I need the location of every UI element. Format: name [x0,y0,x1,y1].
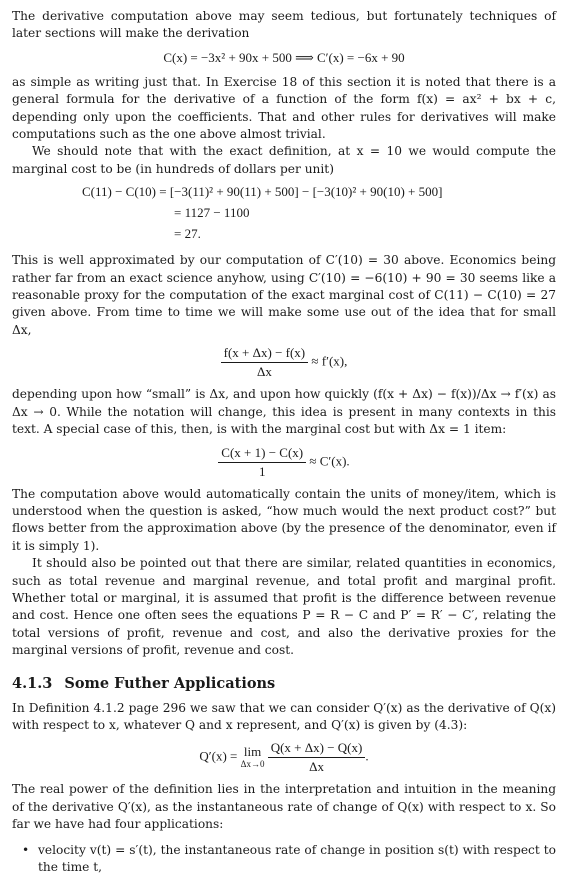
fraction [221,345,309,380]
section-heading [12,675,556,692]
fraction-numerator: C(x + 1) − C(x) [218,445,306,463]
equation-line-2: = 1127 − 1100 [174,205,250,221]
section-title: Some Futher Applications [64,674,276,692]
limit-operator [240,743,265,770]
paragraph-6: The computation above would automatically contain the units of money/item, which is understood when the question is asked, “how much would the next product cost?” but flows better from the approximation above (by the presence of the denominator, even if it is simply 1). [12,486,556,553]
limit-subscript: Δx→0 [240,758,265,769]
limit-label: lim [243,743,262,759]
equation-line-3: = 27. [174,226,201,242]
fraction-denominator: 1 [258,463,266,479]
paragraph-4: This is well approximated by our computation of C′(10) = 30 above. Economics being rather far from an exact science anyhow, using C′(10) = −6(10) + 90 = 30 seems like a reasonable proxy for the computation of the exact marginal cost of C(11) − C(10) = 27 given above. From time to time we will make some use out of the idea that for small Δx, [12,253,556,337]
equation-lhs: Q′(x) = [199,748,238,764]
document-page [12,8,556,876]
equation-marginal-cost-block [82,181,443,244]
paragraph-8: In Definition 4.1.2 page 296 we saw that we can consider Q′(x) as the derivative of Q(x) with respect to x, whatever Q and x represent, and Q′(x) is given by (4.3): [12,700,556,732]
list-item: • velocity v(t) = s′(t), the instantaneous rate of change in position s(t) with respect to the time t, [30,842,556,876]
fraction [218,445,306,480]
fraction [268,740,369,775]
fraction-denominator: Δx [256,364,272,380]
equation-derivative-definition [12,740,556,775]
applications-list [12,842,556,876]
paragraph-9: The real power of the definition lies in the interpretation and intuition in the meaning of the derivative Q′(x), as the instantaneous rate of change of Q(x) with respect to x. So far we have had four applications: [12,782,556,832]
fraction-numerator: Q(x + Δx) − Q(x) [268,740,366,758]
fraction-denominator: Δx [309,759,324,775]
fraction-numerator: f(x + Δx) − f(x) [221,345,309,363]
equation-rhs: ≈ f′(x), [311,353,348,369]
paragraph-1: The derivative computation above may seem tedious, but fortunately techniques of later sections will make the derivation [12,9,556,41]
equation-marginal-cost-approx [12,445,556,480]
paragraph-3: We should note that with the exact definition, at x = 10 we would compute the marginal cost to be (in hundreds of dollars per unit) [12,144,556,176]
equation-line-1: C(11) − C(10) = [−3(11)² + 90(11) + 500] − [−3(10)² + 90(10) + 500] [82,184,443,200]
equation-difference-quotient [12,345,556,380]
paragraph-7: It should also be pointed out that there are similar, related quantities in economics, such as total revenue and marginal revenue, and total profit and marginal profit. Whether total or marginal, it is assumed that profit is the difference between revenue and cost. Hence one often sees the equations P = R − C and P′ = R′ − C′, relating the total versions of profit, revenue and cost, and also the derivative proxies for the marginal versions of profit, revenue and cost. [12,556,556,658]
paragraph-5: depending upon how “small” is Δx, and upon how quickly (f(x + Δx) − f(x))/Δx → f′(x) as Δx → 0. While the notation will change, this idea is present in many contexts in this text. A special case of this, then, is with the marginal cost but with Δx = 1 item: [12,387,556,437]
equation-period: . [365,748,369,764]
equation-derivative-of-cost: C(x) = −3x² + 90x + 500 ⟹ C′(x) = −6x + 90 [163,49,405,65]
paragraph-2: as simple as writing just that. In Exercise 18 of this section it is noted that there is a general formula for the derivative of a function of the form f(x) = ax² + bx + c, depending only upon the coefficients. That and other rules for derivatives will make computations such as the one above almost trivial. [12,74,556,142]
section-number: 4.1.3 [12,674,53,692]
equation-rhs: ≈ C′(x). [309,452,350,468]
